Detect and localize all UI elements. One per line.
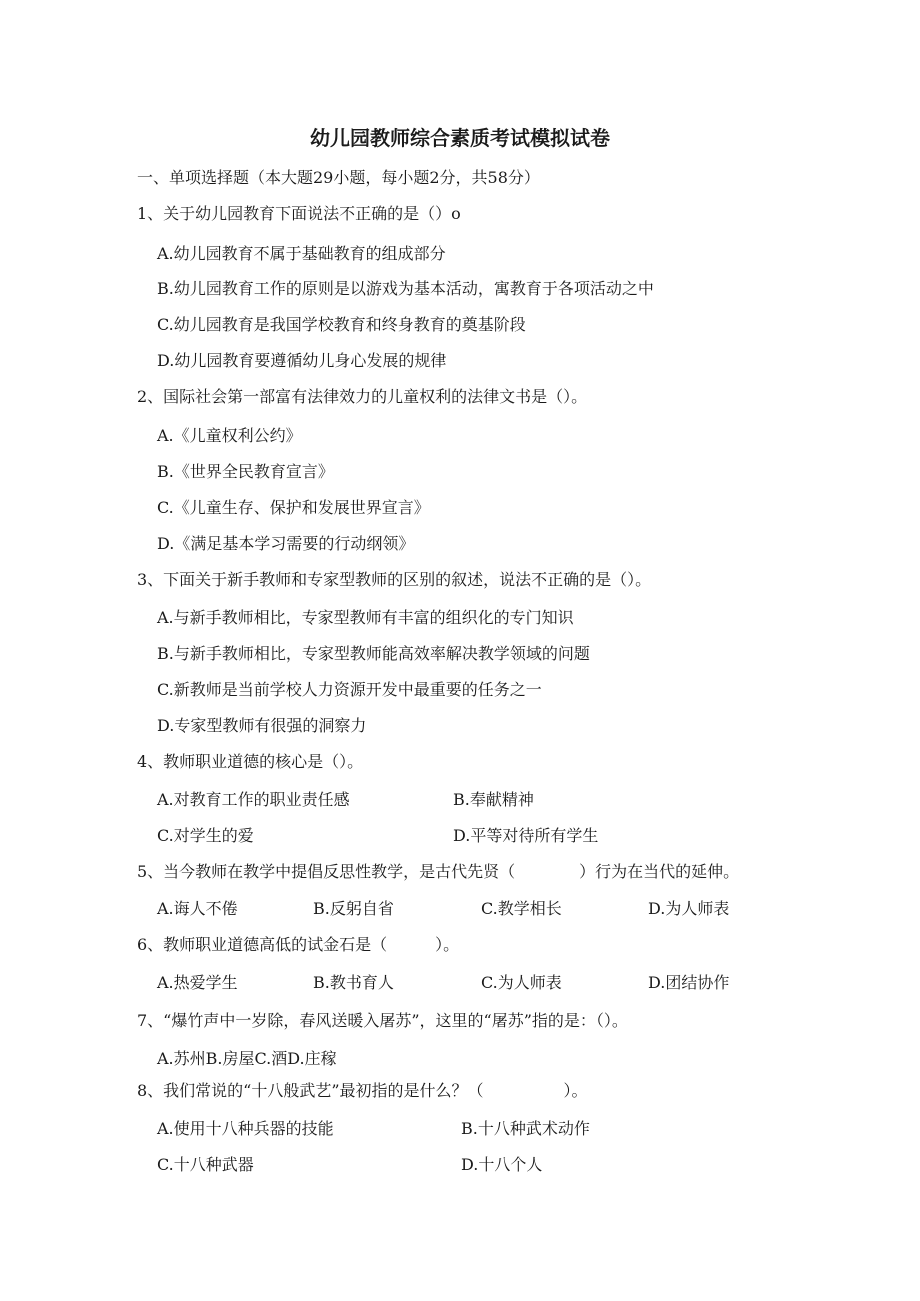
question-6-option-a: A.热爱学生 xyxy=(157,973,238,992)
question-5-stem: 5、当今教师在教学中提倡反思性教学，是古代先贤（ ）行为在当代的延伸。 xyxy=(137,862,740,881)
question-3-option-b: B.与新手教师相比，专家型教师能高效率解决教学领域的问题 xyxy=(157,644,590,663)
question-1-option-b: B.幼儿园教育工作的原则是以游戏为基本活动，寓教育于各项活动之中 xyxy=(157,279,654,298)
question-3-option-a: A.与新手教师相比，专家型教师有丰富的组织化的专门知识 xyxy=(157,608,574,627)
question-4-option-d: D.平等对待所有学生 xyxy=(453,826,599,845)
question-8-stem: 8、我们常说的“十八般武艺”最初指的是什么？（ ）。 xyxy=(137,1081,588,1100)
question-5-option-c: C.教学相长 xyxy=(481,899,562,918)
question-1-option-d: D.幼儿园教育要遵循幼儿身心发展的规律 xyxy=(157,351,447,370)
question-3-option-d: D.专家型教师有很强的洞察力 xyxy=(157,716,367,735)
question-3-option-c: C.新教师是当前学校人力资源开发中最重要的任务之一 xyxy=(157,680,542,699)
question-2-stem: 2、国际社会第一部富有法律效力的儿童权利的法律文书是（）。 xyxy=(137,387,588,406)
question-8-option-c: C.十八种武器 xyxy=(157,1155,254,1174)
question-6-option-d: D.团结协作 xyxy=(648,973,730,992)
question-8-option-a: A.使用十八种兵器的技能 xyxy=(157,1119,334,1138)
question-4-option-b: B.奉献精神 xyxy=(453,790,534,809)
question-3-stem: 3、下面关于新手教师和专家型教师的区别的叙述，说法不正确的是（）。 xyxy=(137,570,652,589)
question-2-option-d: D.《满足基本学习需要的行动纲领》 xyxy=(157,534,415,553)
question-1-option-a: A.幼儿园教育不属于基础教育的组成部分 xyxy=(157,244,446,263)
question-6-stem: 6、教师职业道德高低的试金石是（ ）。 xyxy=(137,935,460,954)
question-1-option-c: C.幼儿园教育是我国学校教育和终身教育的奠基阶段 xyxy=(157,315,526,334)
question-5-option-b: B.反躬自省 xyxy=(313,899,394,918)
question-2-option-b: B.《世界全民教育宣言》 xyxy=(157,462,334,481)
page-title: 幼儿园教师综合素质考试模拟试卷 xyxy=(310,126,610,150)
question-7-stem: 7、“爆竹声中一岁除，春风送暖入屠苏”，这里的“屠苏”指的是：（）。 xyxy=(137,1011,628,1030)
question-6-option-b: B.教书育人 xyxy=(313,973,394,992)
question-5-option-d: D.为人师表 xyxy=(648,899,730,918)
question-8-option-b: B.十八种武术动作 xyxy=(461,1119,590,1138)
question-7-options: A.苏州B.房屋C.酒D.庄稼 xyxy=(157,1049,337,1068)
question-4-option-a: A.对教育工作的职业责任感 xyxy=(157,790,350,809)
question-8-option-d: D.十八个人 xyxy=(461,1155,543,1174)
question-5-option-a: A.诲人不倦 xyxy=(157,899,238,918)
question-4-stem: 4、教师职业道德的核心是（）。 xyxy=(137,752,364,771)
question-6-option-c: C.为人师表 xyxy=(481,973,562,992)
section-heading: 一、单项选择题（本大题29小题，每小题2分，共58分） xyxy=(137,168,540,187)
question-2-option-c: C.《儿童生存、保护和发展世界宣言》 xyxy=(157,498,430,517)
question-4-option-c: C.对学生的爱 xyxy=(157,826,254,845)
question-1-stem: 1、关于幼儿园教育下面说法不正确的是（）o xyxy=(137,204,461,223)
question-2-option-a: A.《儿童权利公约》 xyxy=(157,426,302,445)
